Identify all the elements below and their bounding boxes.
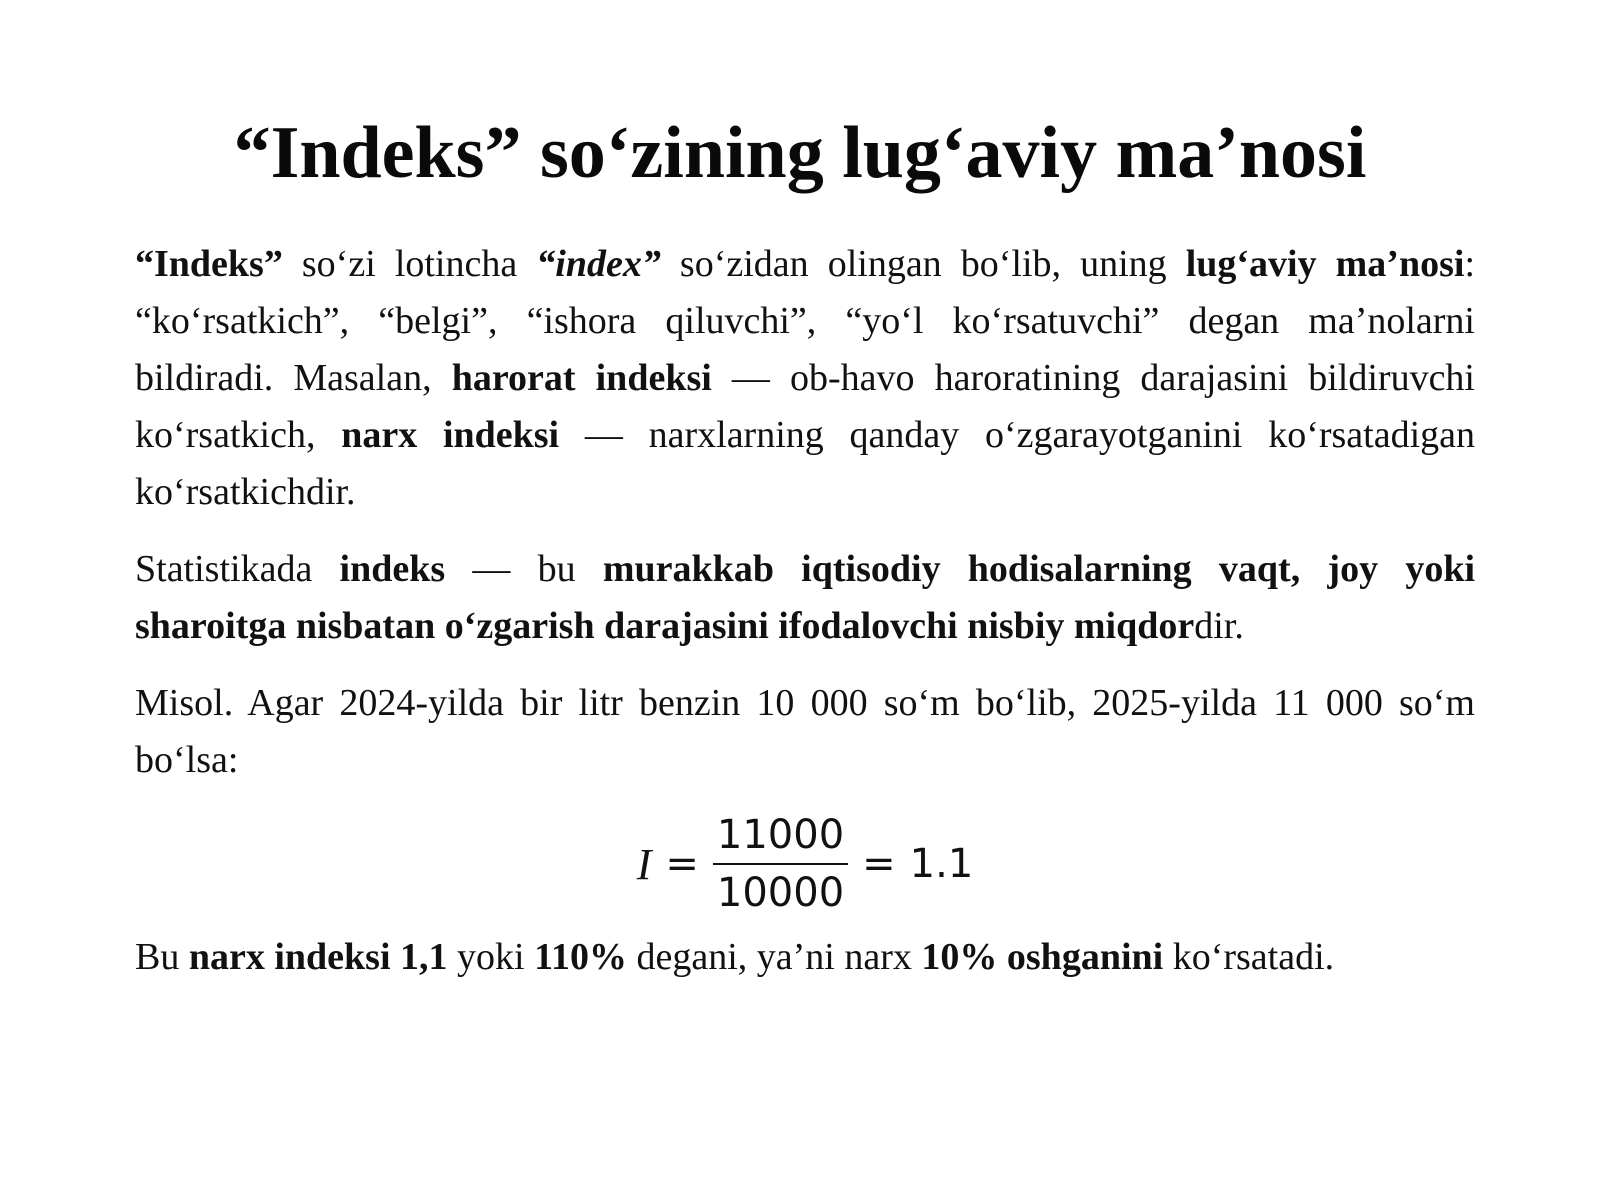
statistics-definition: murakkab iqtisodiy hodisalarning vaqt, joy yoki sharoitga nisbatan o‘zgarish darajasini ifodalovchi nisbiy miqdor: [135, 548, 1476, 647]
formula-result: 1.1: [909, 840, 974, 887]
text-span: ko‘rsatadi.: [1163, 936, 1335, 978]
text-span: Bu: [135, 936, 189, 978]
formula-equals: =: [665, 840, 699, 887]
text-span: — bu: [445, 548, 603, 590]
term-percent-110: 110%: [534, 936, 627, 978]
text-span: yoki: [447, 936, 535, 978]
formula-numerator: 11000: [713, 811, 848, 865]
formula-fraction: [713, 811, 848, 917]
slide-title: “Indeks” so‘zining lug‘aviy ma’nosi: [233, 112, 1367, 194]
term-index-latin: “index”: [536, 243, 661, 285]
text-span: dir.: [1194, 605, 1244, 647]
example-paragraph: Misol. Agar 2024-yilda bir litr benzin 10 000 so‘m bo‘lib, 2025-yilda 11 000 so‘m bo‘lsa:: [135, 682, 1475, 781]
term-price-index-value: narx indeksi 1,1: [188, 936, 448, 978]
slide-body: [135, 236, 1475, 1006]
formula-equals-2: =: [862, 840, 896, 887]
term-lexical-meaning: lug‘aviy ma’nosi: [1185, 243, 1465, 285]
definition-paragraph: [135, 236, 1475, 521]
text-span: so‘zi lotincha: [282, 243, 537, 285]
conclusion-paragraph: [135, 929, 1475, 986]
text-span: : “ko‘rsatkich”, “belgi”, “ishora qiluvchi”, “yo‘l ko‘rsatuvchi” degan ma’nolarni bildiradi. Masalan,: [135, 243, 1475, 399]
term-percent-increase: 10% oshganini: [921, 936, 1164, 978]
text-span: so‘zidan olingan bo‘lib, uning: [660, 243, 1186, 285]
statistics-paragraph: [135, 541, 1475, 655]
text-span: Statistikada: [135, 548, 340, 590]
term-price-index: narx indeksi: [341, 414, 560, 456]
term-index: indeks: [339, 548, 446, 590]
text-span: — narxlarning qanday o‘zgarayotganini ko‘rsatadigan ko‘rsatkichdir.: [135, 414, 1475, 513]
index-formula: [135, 809, 1475, 919]
term-indeks: “Indeks”: [135, 243, 283, 285]
text-span: degani, ya’ni narx: [627, 936, 922, 978]
formula-denominator: 10000: [716, 870, 845, 916]
term-temperature-index: harorat indeksi: [451, 357, 712, 399]
formula-variable: I: [636, 839, 652, 889]
text-span: — ob-havo haroratining darajasini bildiruvchi ko‘rsatkich,: [135, 357, 1475, 456]
